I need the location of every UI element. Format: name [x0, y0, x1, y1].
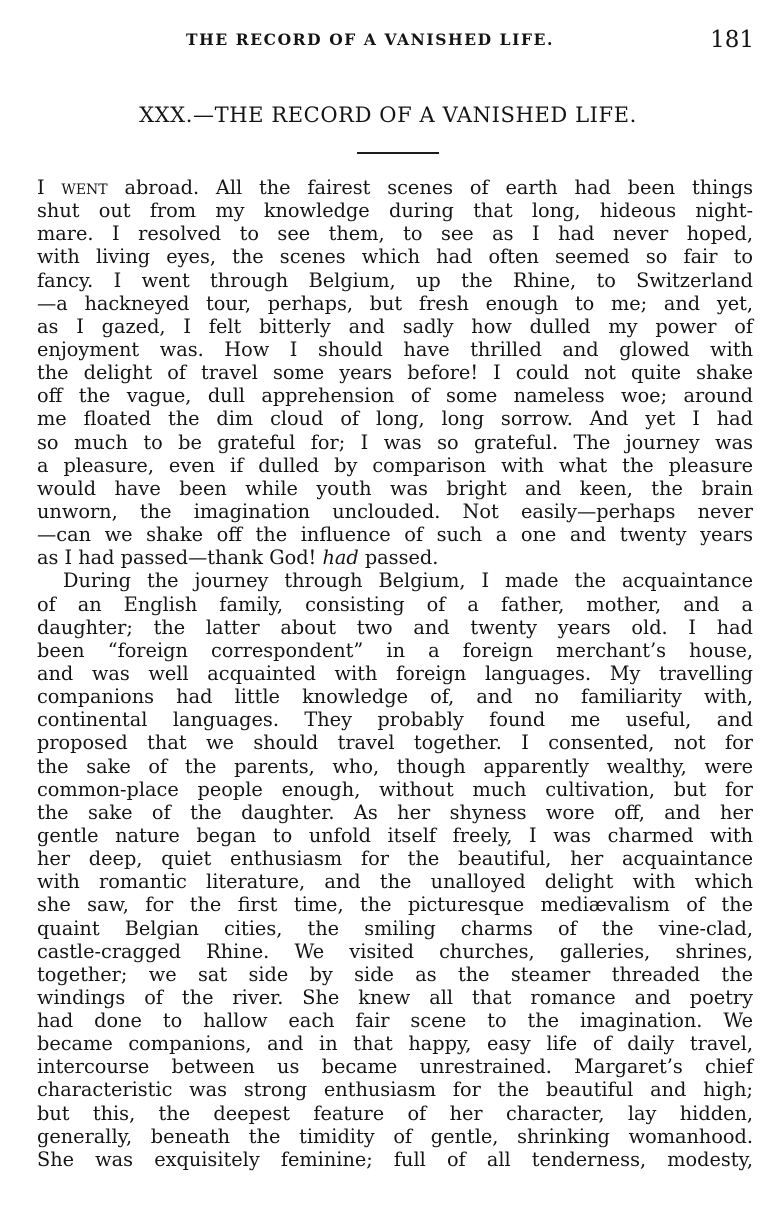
page-number: 181	[710, 27, 754, 53]
text-line: She was exquisitely feminine; full of all tenderness, modesty,	[37, 1147, 753, 1171]
text-line: she saw, for the first time, the picturesque mediævalism of the	[37, 893, 753, 917]
text-line: gentle nature began to unfold itself freely, I was charmed with	[37, 823, 753, 847]
text-line: together; we sat side by side as the steamer threaded the	[37, 962, 753, 986]
text-line: intercourse between us became unrestrained. Margaret’s chief	[37, 1055, 753, 1079]
text-line: been “foreign correspondent” in a foreign merchant’s house,	[37, 638, 753, 662]
text-line: enjoyment was. How I should have thrilled and glowed with	[37, 337, 753, 361]
text-line: fancy. I went through Belgium, up the Rhine, to Switzerland	[37, 268, 753, 292]
text-line: with living eyes, the scenes which had often seemed so fair to	[37, 245, 753, 269]
text-line	[37, 546, 753, 569]
text-line: the sake of the parents, who, though apparently wealthy, were	[37, 754, 753, 778]
text-line	[37, 176, 753, 199]
paragraph-1	[37, 176, 753, 569]
text-line: shut out from my knowledge during that long, hideous night-	[37, 199, 753, 223]
text-line: quaint Belgian cities, the smiling charms of the vine-clad,	[37, 916, 753, 940]
text-line: a pleasure, even if dulled by comparison with what the pleasure	[37, 453, 753, 477]
chapter-title: XXX.—THE RECORD OF A VANISHED LIFE.	[139, 103, 637, 127]
text-line: —a hackneyed tour, perhaps, but fresh enough to me; and yet,	[37, 291, 753, 315]
text-line: characteristic was strong enthusiasm for the beautiful and high;	[37, 1078, 753, 1102]
text-line: continental languages. They probably found me useful, and	[37, 708, 753, 732]
text-line: companions had little knowledge of, and no familiarity with,	[37, 685, 753, 709]
text-line: had done to hallow each fair scene to the imagination. We	[37, 1009, 753, 1033]
text-line: me floated the dim cloud of long, long sorrow. And yet I had	[37, 407, 753, 431]
text-line: would have been while youth was bright and keen, the brain	[37, 476, 753, 500]
text-line: common-place people enough, without much cultivation, but for	[37, 777, 753, 801]
text-line: mare. I resolved to see them, to see as I had never hoped,	[37, 222, 753, 246]
text-line: with romantic literature, and the unalloyed delight with which	[37, 870, 753, 894]
text-line: the sake of the daughter. As her shyness wore off, and her	[37, 800, 753, 824]
text-line: and was well acquainted with foreign languages. My travelling	[37, 661, 753, 685]
title-rule	[357, 152, 439, 154]
body-text	[37, 176, 753, 1171]
line-text: as I had passed—thank God!	[37, 546, 323, 570]
line-text: abroad. All the fairest scenes of earth had been things	[107, 176, 753, 199]
paragraph-2	[37, 569, 753, 1171]
text-line: but this, the deepest feature of her character, lay hidden,	[37, 1101, 753, 1125]
text-line: windings of the river. She knew all that romance and poetry	[37, 985, 753, 1009]
opening-words: I went	[37, 176, 108, 199]
text-line: became companions, and in that happy, easy life of daily travel,	[37, 1032, 753, 1056]
text-line: unworn, the imagination unclouded. Not easily—perhaps never	[37, 499, 753, 523]
text-line: During the journey through Belgium, I made the acquaintance	[63, 569, 753, 593]
text-line: the delight of travel some years before! I could not quite shake	[37, 361, 753, 385]
text-line: her deep, quiet enthusiasm for the beautiful, her acquaintance	[37, 847, 753, 871]
text-line: so much to be grateful for; I was so grateful. The journey was	[37, 430, 753, 454]
text-line: as I gazed, I felt bitterly and sadly how dulled my power of	[37, 314, 753, 338]
line-text: passed.	[358, 546, 439, 570]
text-line: daughter; the latter about two and twenty years old. I had	[37, 615, 753, 639]
text-line: generally, beneath the timidity of gentle, shrinking womanhood.	[37, 1124, 753, 1148]
text-line: off the vague, dull apprehension of some nameless woe; around	[37, 384, 753, 408]
running-head: THE RECORD OF A VANISHED LIFE.	[185, 30, 555, 49]
text-line: castle-cragged Rhine. We visited churches, galleries, shrines,	[37, 939, 753, 963]
italic-word: had	[322, 546, 359, 570]
text-line: proposed that we should travel together. I consented, not for	[37, 731, 753, 755]
text-line: of an English family, consisting of a father, mother, and a	[37, 592, 753, 616]
text-line: —can we shake off the influence of such a one and twenty years	[37, 523, 753, 547]
